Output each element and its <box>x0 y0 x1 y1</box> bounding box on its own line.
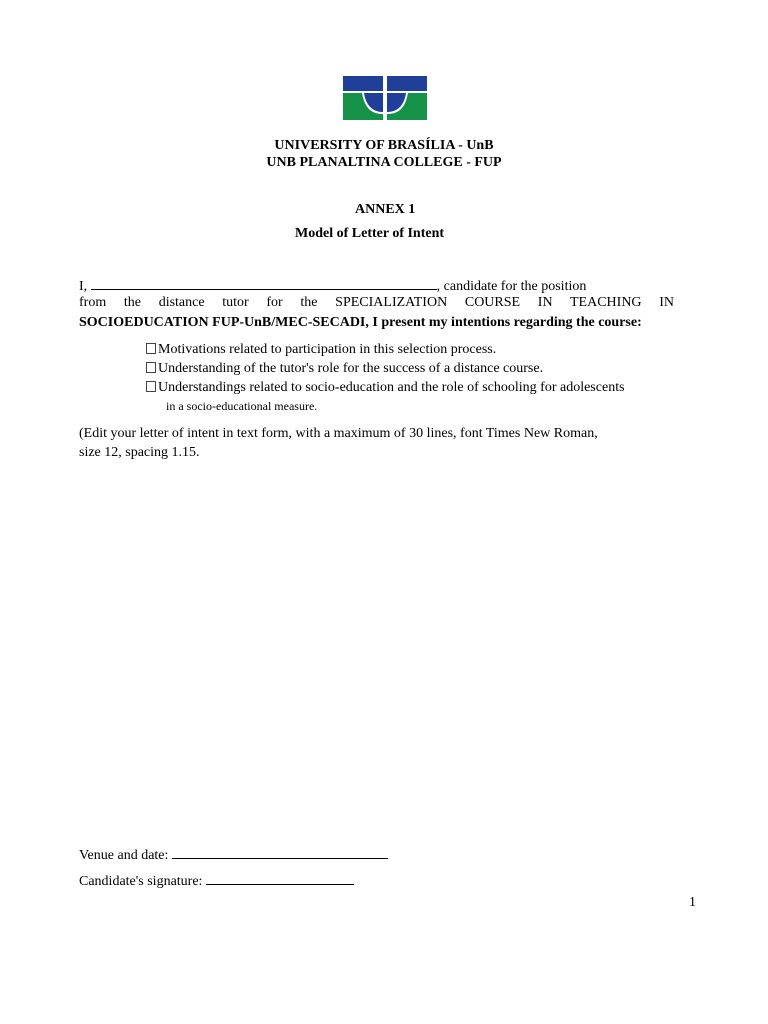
venue-date-line <box>79 846 388 863</box>
signature-blank[interactable] <box>206 872 354 885</box>
candidate-name-blank[interactable] <box>91 277 437 290</box>
body-line-3: SOCIOEDUCATION FUP-UnB/MEC-SECADI, I present my intentions regarding the course: <box>79 315 642 330</box>
intro-line <box>79 277 586 294</box>
checkbox-icon <box>146 343 156 354</box>
venue-date-blank[interactable] <box>172 846 388 859</box>
annex-label: ANNEX 1 <box>355 202 416 217</box>
signature-line <box>79 872 354 889</box>
intro-prefix: I, <box>79 279 88 294</box>
college-name: UNB PLANALTINA COLLEGE - FUP <box>266 155 502 170</box>
logo-blue-right <box>387 76 427 91</box>
bullet-item: Motivations related to participation in this selection process. <box>146 343 496 357</box>
bullet-item: Understanding of the tutor's role for the success of a distance course. <box>146 362 543 376</box>
checkbox-icon <box>146 362 156 373</box>
body-line-2: from the distance tutor for the SPECIALIZATION COURSE IN TEACHING IN <box>79 295 674 310</box>
instruction-line-2: size 12, spacing 1.15. <box>79 445 200 460</box>
page-number: 1 <box>689 895 696 910</box>
signature-label: Candidate's signature: <box>79 874 203 889</box>
instruction-line-1: (Edit your letter of intent in text form, with a maximum of 30 lines, font Times New Roman, <box>79 426 598 441</box>
bullet-continuation: in a socio-educational measure. <box>166 399 318 413</box>
checkbox-icon <box>146 381 156 392</box>
bullet-item: Understandings related to socio-education and the role of schooling for adolescents <box>146 381 625 395</box>
university-name: UNIVERSITY OF BRASÍLIA - UnB <box>274 138 494 153</box>
unb-logo <box>343 76 427 120</box>
venue-date-label: Venue and date: <box>79 848 169 863</box>
model-title: Model of Letter of Intent <box>295 226 445 241</box>
intro-suffix: , candidate for the position <box>436 279 587 294</box>
logo-blue-left <box>343 76 383 91</box>
